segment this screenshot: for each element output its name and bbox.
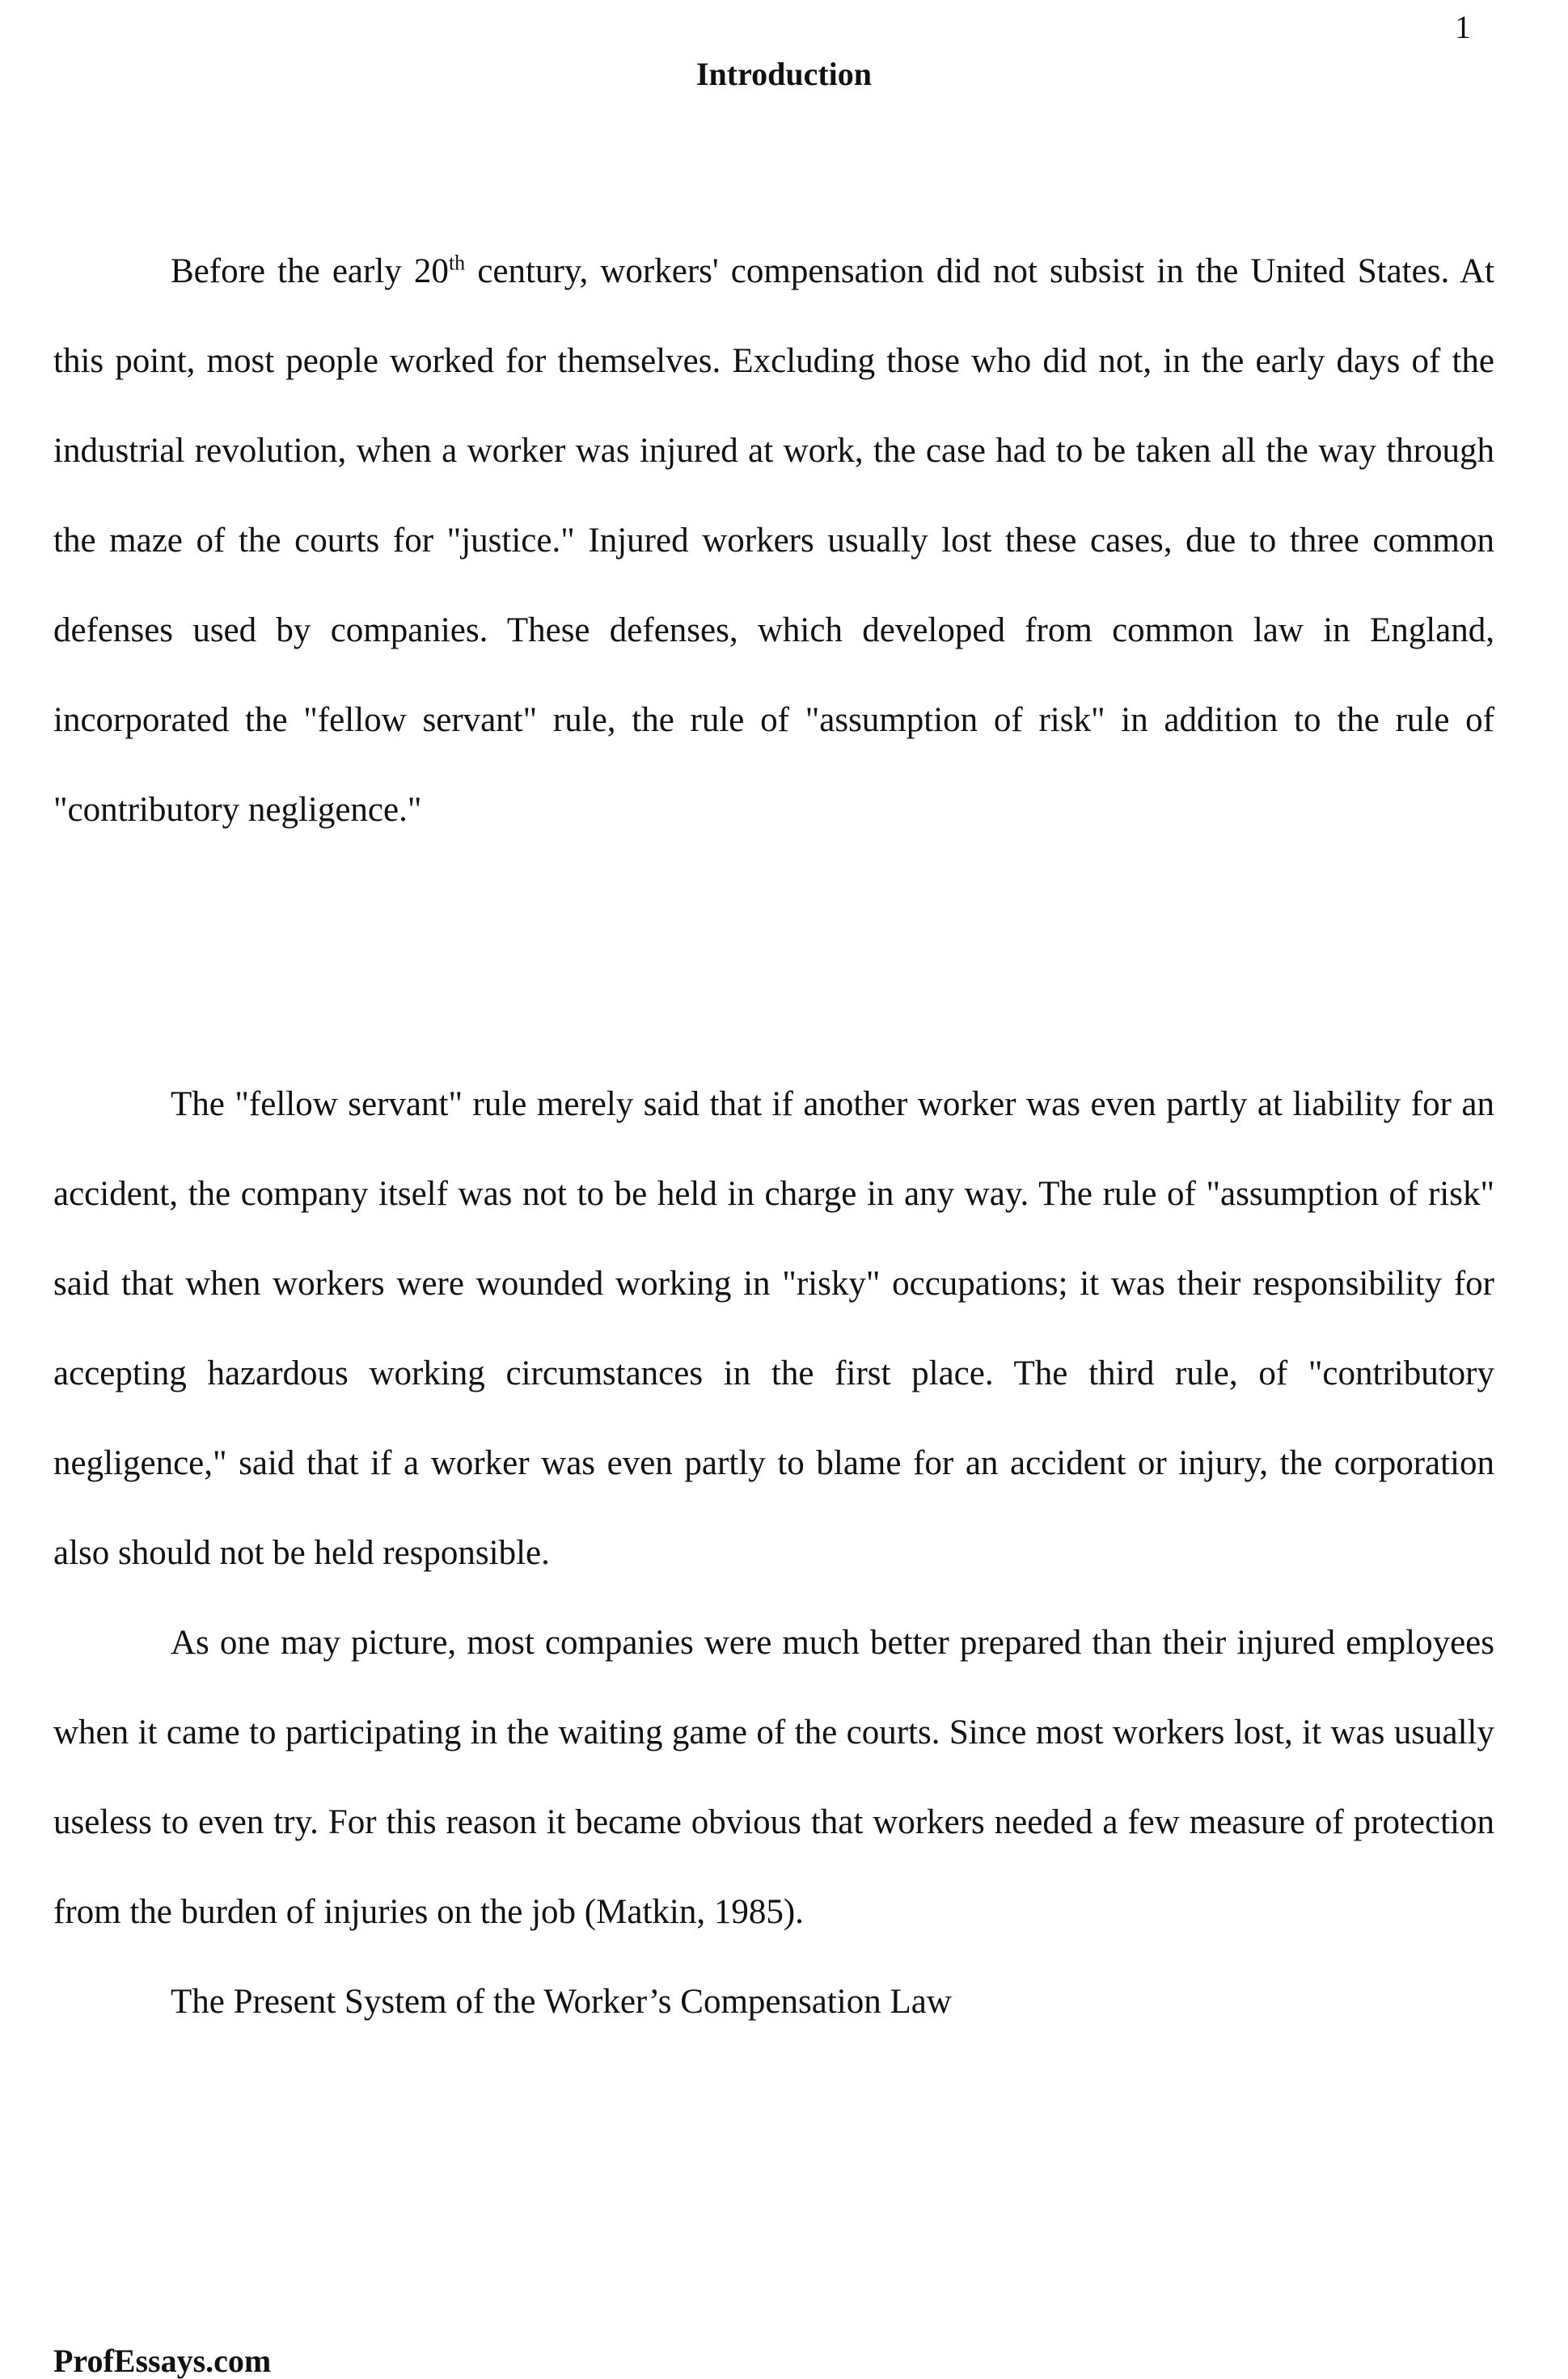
subheading: The Present System of the Worker’s Compensation Law bbox=[171, 1983, 952, 2021]
body-section-2 bbox=[53, 1059, 1494, 2047]
paragraph-1-start: Before the early 20 bbox=[171, 252, 449, 290]
body-section-1 bbox=[53, 226, 1494, 855]
paragraph-3: As one may picture, most companies were much better prepared than their injured employees when it came to participating in the waiting game of the courts. Since most workers lost, it was usually useless to even try. For this reason it became obvious that workers needed a few measure of protection from the burden of injuries on the job (Matkin, 1985). bbox=[53, 1624, 1494, 1931]
page-number: 1 bbox=[1455, 9, 1471, 45]
footer-watermark: ProfEssays.com bbox=[53, 2343, 272, 2379]
ordinal-superscript: th bbox=[448, 251, 466, 275]
page-title: Introduction bbox=[695, 56, 873, 92]
paragraph-1 bbox=[53, 226, 1494, 855]
paragraph-1-rest: century, workers' compensation did not subsist in the United States. At this point, most people worked for themselves. Excluding those who did not, in the early days of the industrial revolution, when a worker was injured at work, the case had to be taken all the way through the maze of the courts for "justice." Injured workers usually lost these cases, due to three common defenses used by companies. These defenses, which developed from common law in England, incorporated the "fellow servant" rule, the rule of "assumption of risk" in addition to the rule of "contributory negligence." bbox=[53, 252, 1494, 829]
paragraph-2: The "fellow servant" rule merely said that if another worker was even partly at liability for an accident, the company itself was not to be held in charge in any way. The rule of "assumption of risk" said that when workers were wounded working in "risky" occupations; it was their responsibility for accepting hazardous working circumstances in the first place. The third rule, of "contributory negligence," said that if a worker was even partly to blame for an accident or injury, the corporation also should not be held responsible. bbox=[53, 1085, 1494, 1572]
